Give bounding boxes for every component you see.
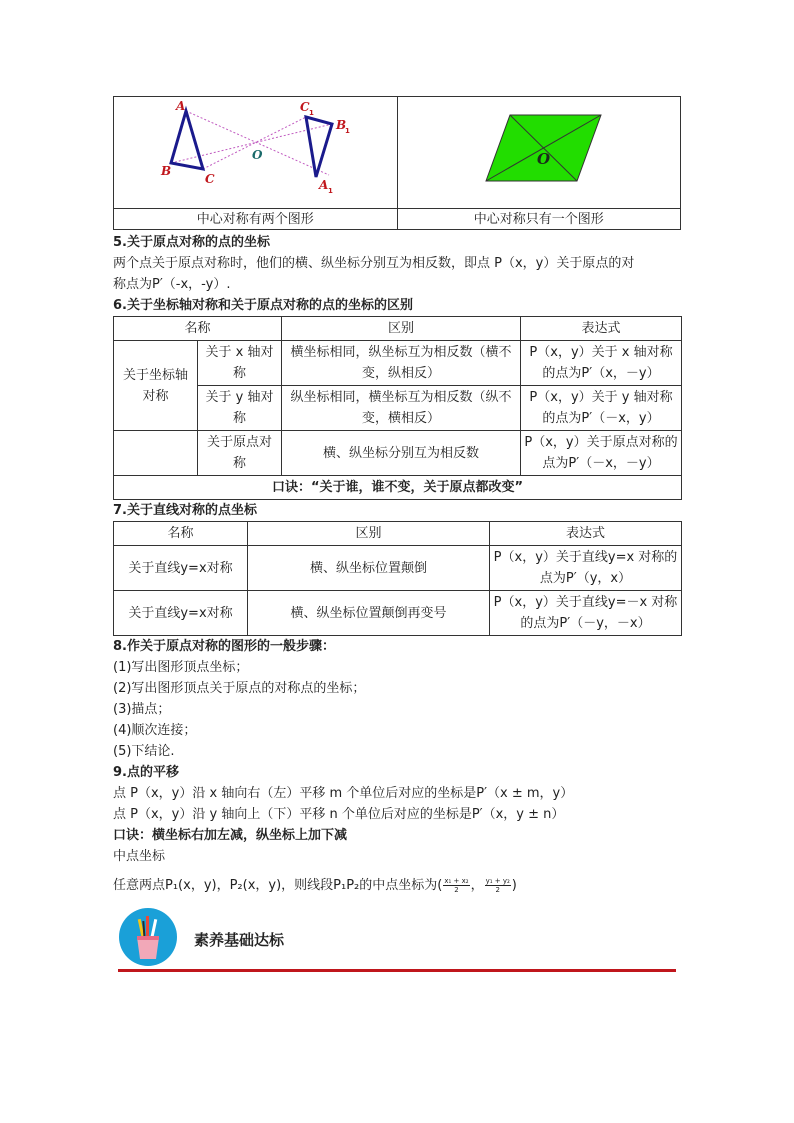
midpoint-text: 任意两点P₁(x，y)，P₂(x，y)，则线段P₁P₂的中点坐标为(	[113, 878, 443, 893]
label-c1: C	[300, 100, 310, 114]
triangle-a1b1c1	[306, 117, 332, 177]
section-divider	[118, 969, 676, 972]
page-content	[113, 96, 681, 896]
row-diff: 横、纵坐标位置颠倒再变号	[248, 591, 490, 636]
row-expr: P（x，y）关于直线y=x 对称的点为P′（y，x）	[490, 546, 682, 591]
translation-mnemonic: 口诀：横坐标右加左减，纵坐标上加下减	[113, 828, 348, 843]
frac-x-num: x₁ + x₂	[444, 877, 469, 885]
row-name: 关于 x 轴对称	[198, 341, 282, 386]
section-5-text-1: 两个点关于原点对称时，他们的横、纵坐标分别互为相反数，即点 P（x，y）关于原点的对	[113, 256, 635, 271]
section-8-title: 8.作关于原点对称的图形的一般步骤：	[113, 639, 335, 654]
row-diff: 纵坐标相同，横坐标互为相反数（纵不变，横相反）	[282, 386, 521, 431]
row-name: 关于直线y=x对称	[114, 546, 248, 591]
frac-x-den: 2	[454, 886, 459, 894]
pencil-cup-icon	[118, 907, 178, 967]
midpoint-frac-y	[485, 877, 511, 894]
midpoint-comma: ，	[470, 878, 484, 893]
section-9-title: 9.点的平移	[113, 765, 179, 780]
right-figure-caption: 中心对称只有一个图形	[397, 209, 681, 230]
label-b1-sub: 1	[345, 127, 350, 135]
frac-y-den: 2	[495, 886, 500, 894]
label-b1: B	[336, 118, 347, 132]
translation-x: 点 P（x，y）沿 x 轴向右（左）平移 m 个单位后对应的坐标是P′（x ± m，y）	[113, 786, 574, 801]
label-b: B	[161, 164, 172, 178]
axis-symmetry-table	[113, 316, 682, 500]
row-expr: P（x，y）关于 x 轴对称的点为P′（x，－y）	[521, 341, 682, 386]
midpoint-frac-x	[443, 877, 469, 894]
header-name: 名称	[114, 522, 248, 546]
label-a: A	[176, 99, 186, 113]
section-6-title: 6.关于坐标轴对称和关于原点对称的点的坐标的区别	[113, 298, 413, 313]
rhombus-label-o: O	[536, 150, 550, 168]
translation-y: 点 P（x，y）沿 y 轴向上（下）平移 n 个单位后对应的坐标是P′（x，y ± n）	[113, 807, 565, 822]
midpoint-title: 中点坐标	[113, 849, 166, 864]
row-diff: 横坐标相同，纵坐标互为相反数（横不变，纵相反）	[282, 341, 521, 386]
row-diff: 横、纵坐标位置颠倒	[248, 546, 490, 591]
mnemonic-row: 口诀：“关于谁，谁不变，关于原点都改变”	[114, 476, 682, 500]
label-c: C	[205, 172, 215, 186]
header-diff: 区别	[282, 317, 521, 341]
section-header	[118, 905, 678, 975]
row-expr: P（x，y）关于直线y=－x 对称的点为P′（－y，－x）	[490, 591, 682, 636]
header-expr: 表达式	[521, 317, 682, 341]
section-5-text-2: 称点为P′（-x，-y）.	[113, 277, 231, 292]
figure-table	[113, 96, 681, 230]
section-7-title: 7.关于直线对称的点坐标	[113, 503, 257, 518]
step: (2)写出图形顶点关于原点的对称点的坐标；	[113, 681, 366, 696]
section-5-title: 5.关于原点对称的点的坐标	[113, 235, 270, 250]
label-c1-sub: 1	[309, 109, 314, 117]
left-figure-caption: 中心对称有两个图形	[114, 209, 398, 230]
row-name: 关于原点对称	[198, 431, 282, 476]
two-triangles-figure	[114, 97, 397, 201]
row-name: 关于直线y=x对称	[114, 591, 248, 636]
label-a1: A	[319, 178, 329, 192]
rhombus-figure	[398, 97, 681, 201]
label-o: O	[252, 148, 263, 162]
triangle-abc	[171, 111, 203, 169]
frac-y-num: y₁ + y₂	[485, 877, 510, 885]
line-symmetry-table	[113, 521, 682, 636]
figure-two-triangles	[114, 97, 398, 209]
label-a1-sub: 1	[328, 187, 333, 195]
row-name: 关于 y 轴对称	[198, 386, 282, 431]
midpoint-formula	[113, 875, 681, 896]
step: (5)下结论.	[113, 744, 175, 759]
step: (1)写出图形顶点坐标；	[113, 660, 249, 675]
step: (4)顺次连接；	[113, 723, 197, 738]
section-title: 素养基础达标	[194, 931, 285, 949]
step: (3)描点；	[113, 702, 171, 717]
row-diff: 横、纵坐标分别互为相反数	[282, 431, 521, 476]
row-expr: P（x，y）关于原点对称的点为P′（－x，－y）	[521, 431, 682, 476]
midpoint-close: )	[511, 878, 517, 893]
empty-cell	[114, 431, 198, 476]
figure-rhombus	[397, 97, 681, 209]
header-diff: 区别	[248, 522, 490, 546]
row-expr: P（x，y）关于 y 轴对称的点为P′（－x，y）	[521, 386, 682, 431]
group-axis-symmetry: 关于坐标轴对称	[114, 341, 198, 431]
header-name: 名称	[114, 317, 282, 341]
header-expr: 表达式	[490, 522, 682, 546]
